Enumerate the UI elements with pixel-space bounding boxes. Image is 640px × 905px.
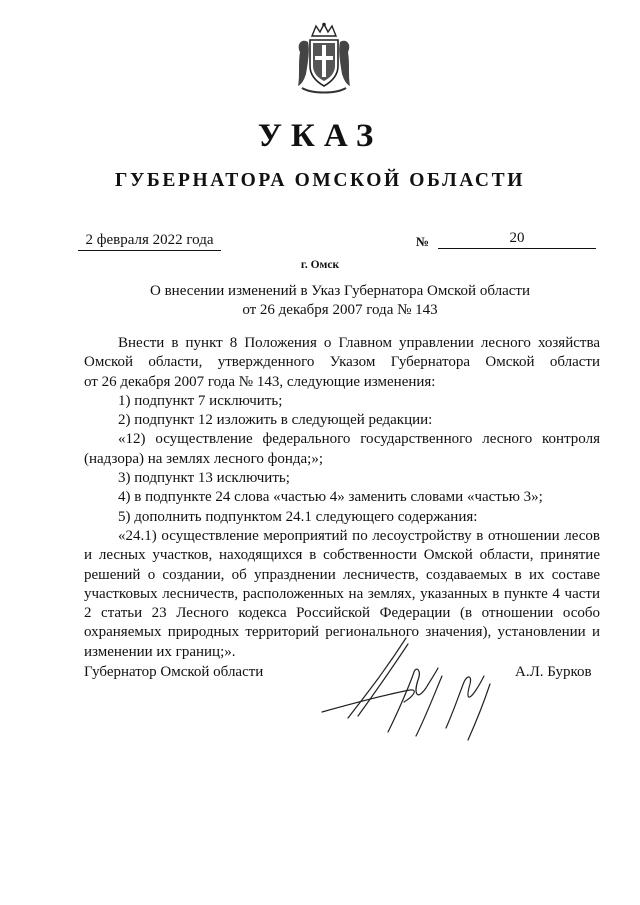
body-line: 2) подпункт 12 изложить в следующей редакции: — [118, 412, 433, 429]
body-line: решений о создании, об упразднении лесничеств, создаваемых в их составе — [84, 566, 600, 583]
signatory-position: Губернатор Омской области — [84, 664, 264, 680]
document-body — [84, 334, 600, 662]
body-line: (надзора) на землях лесного фонда;»; — [84, 450, 323, 467]
body-line: Внести в пункт 8 Положения о Главном управлении лесного хозяйства — [118, 335, 600, 351]
body-line: от 26 декабря 2007 года № 143, следующие изменения: — [84, 373, 436, 390]
document-subtitle: ГУБЕРНАТОРА ОМСКОЙ ОБЛАСТИ — [115, 170, 525, 191]
number-label: № — [416, 234, 430, 249]
city: г. Омск — [300, 259, 340, 271]
handwritten-signature — [318, 632, 508, 742]
subject-line-2: от 26 декабря 2007 года № 143 — [242, 302, 438, 318]
body-line: 4) в подпункте 24 слова «частью 4» заменить словами «частью 3»; — [118, 489, 543, 506]
document-number: 20 — [438, 228, 596, 249]
body-line: охраняемых природных территорий регионального значения), установлении и — [84, 624, 600, 641]
body-line: Омской области, утвержденного Указом Губернатора Омской области — [84, 354, 600, 371]
body-line: «24.1) осуществление мероприятий по лесоустройству в отношении лесов — [118, 527, 600, 544]
body-line: и лесных участков, находящихся в собственности Омской области, принятие — [84, 547, 600, 564]
subject-line-1: О внесении изменений в Указ Губернатора Омской области — [150, 283, 530, 299]
body-line: «12) осуществление федерального государственного лесного контроля — [118, 431, 600, 448]
signatory-name: А.Л. Бурков — [515, 664, 592, 680]
body-line: 5) дополнить подпунктом 24.1 следующего содержания: — [118, 508, 478, 525]
coat-of-arms-icon — [292, 22, 356, 96]
body-line: участковых лесничеств, расположенных на землях, указанных в пункте 4 части — [84, 585, 600, 602]
body-line: 3) подпункт 13 исключить; — [118, 470, 290, 487]
body-line: изменении их границ;». — [84, 643, 236, 660]
document-title: УКАЗ — [257, 118, 383, 154]
body-line: 1) подпункт 7 исключить; — [118, 392, 283, 409]
document-date: 2 февраля 2022 года — [78, 230, 221, 251]
body-line: 2 статьи 23 Лесного кодекса Российской Федерации (в отношении особо — [84, 605, 600, 622]
